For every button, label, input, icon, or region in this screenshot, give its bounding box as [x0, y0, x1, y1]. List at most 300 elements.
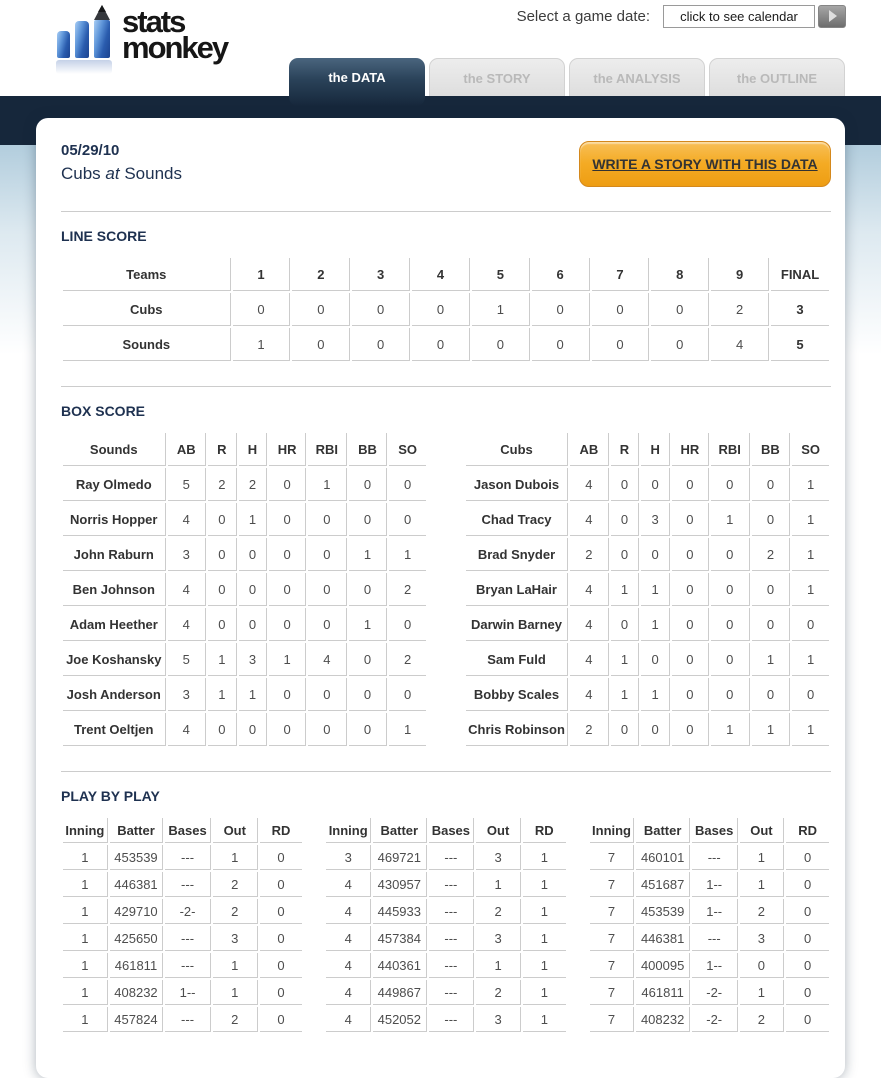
table-cell: 2 [752, 538, 791, 571]
matchup-title [61, 164, 182, 184]
table-cell: 408232 [110, 980, 163, 1005]
table-row [63, 293, 829, 326]
table-row [63, 608, 426, 641]
table-cell: 0 [641, 713, 670, 746]
page-background [0, 142, 881, 1027]
table-cell: 0 [786, 899, 829, 924]
table-row [326, 980, 565, 1005]
table-cell: 1 [63, 953, 108, 978]
table-cell: Adam Heether [63, 608, 166, 641]
column-header: Out [740, 818, 785, 843]
table-cell: Darwin Barney [466, 608, 568, 641]
table-cell: 4 [711, 328, 769, 361]
table-cell: 0 [239, 573, 268, 606]
table-cell: 1 [740, 872, 785, 897]
table-row [63, 713, 426, 746]
table-cell: 7 [590, 845, 635, 870]
calendar-input[interactable] [663, 5, 815, 28]
column-header: BB [349, 433, 388, 466]
table-cell: 0 [611, 468, 640, 501]
table-cell: 4 [326, 872, 371, 897]
table-cell: 0 [711, 468, 750, 501]
table-cell: 461811 [110, 953, 163, 978]
tab-the-story[interactable]: the STORY [429, 58, 565, 106]
table-cell: Sam Fuld [466, 643, 568, 676]
table-cell: 1 [752, 643, 791, 676]
table-cell: -2- [165, 899, 211, 924]
table-cell: 0 [752, 573, 791, 606]
logo-reflection [56, 60, 112, 74]
table-cell: Bobby Scales [466, 678, 568, 711]
column-header: SO [792, 433, 829, 466]
column-header: 3 [352, 258, 410, 291]
logo-wordmark [122, 4, 228, 74]
column-header: 6 [532, 258, 590, 291]
header-row [590, 818, 829, 843]
game-date-picker [517, 4, 846, 28]
table-row [590, 899, 829, 924]
table-row [63, 573, 426, 606]
table-cell: 0 [786, 1007, 829, 1032]
tab-the-outline[interactable]: the OUTLINE [709, 58, 845, 106]
table-cell: 0 [651, 293, 709, 326]
table-cell: 0 [711, 643, 750, 676]
column-header: FINAL [771, 258, 829, 291]
table-cell: 4 [168, 573, 207, 606]
line-score-title: LINE SCORE [61, 228, 147, 244]
table-cell: 0 [786, 926, 829, 951]
table-cell: --- [429, 953, 475, 978]
table-cell: 0 [641, 538, 670, 571]
table-cell: 1 [740, 980, 785, 1005]
column-header: AB [570, 433, 609, 466]
table-cell: 1 [349, 538, 388, 571]
table-cell: 0 [269, 608, 306, 641]
table-cell: 0 [269, 538, 306, 571]
table-cell: John Raburn [63, 538, 166, 571]
table-cell: 2 [208, 468, 237, 501]
table-row [63, 899, 302, 924]
table-cell: 0 [786, 953, 829, 978]
table-row [590, 1007, 829, 1032]
table-cell: 0 [752, 608, 791, 641]
table-cell: 0 [308, 573, 347, 606]
box-score-section [61, 403, 831, 748]
table-cell: 0 [592, 293, 650, 326]
table-cell: 1 [611, 678, 640, 711]
column-header: Bases [429, 818, 475, 843]
table-cell: 2 [740, 899, 785, 924]
table-cell: 1 [523, 899, 566, 924]
table-cell: 0 [672, 538, 709, 571]
arrow-right-icon [829, 10, 837, 22]
table-cell: 4 [570, 678, 609, 711]
table-cell: --- [429, 1007, 475, 1032]
play-by-play-table-1 [61, 816, 304, 1034]
table-cell: 1 [792, 538, 829, 571]
table-cell: 1 [752, 713, 791, 746]
play-by-play-section [61, 788, 831, 1034]
column-header: Sounds [63, 433, 166, 466]
table-cell: 1 [213, 980, 258, 1005]
table-row [326, 1007, 565, 1032]
table-cell: 0 [472, 328, 530, 361]
box-score-cubs-table [464, 431, 831, 748]
table-cell: 0 [292, 293, 350, 326]
column-header: RD [786, 818, 829, 843]
table-cell: 4 [168, 713, 207, 746]
table-cell: 1 [239, 678, 268, 711]
table-row [590, 980, 829, 1005]
table-cell: 0 [308, 538, 347, 571]
table-cell: 1 [349, 608, 388, 641]
table-cell: 4 [326, 953, 371, 978]
table-cell: 0 [208, 713, 237, 746]
content-card [36, 118, 845, 1078]
table-cell: 446381 [636, 926, 689, 951]
logo-bar-small [57, 31, 70, 58]
table-cell: 0 [672, 608, 709, 641]
table-cell: 440361 [373, 953, 426, 978]
table-cell: 0 [269, 468, 306, 501]
table-cell: 1 [792, 713, 829, 746]
table-row [590, 953, 829, 978]
bar-chart-pencil-icon [56, 2, 114, 74]
table-cell: 0 [672, 713, 709, 746]
table-cell: 0 [792, 678, 829, 711]
table-cell: 0 [740, 953, 785, 978]
table-cell: 7 [590, 1007, 635, 1032]
table-cell: 0 [208, 503, 237, 536]
column-header: 1 [233, 258, 291, 291]
table-cell: --- [165, 953, 211, 978]
table-cell: 452052 [373, 1007, 426, 1032]
table-cell: 400095 [636, 953, 689, 978]
table-cell: 2 [570, 538, 609, 571]
table-cell: --- [429, 926, 475, 951]
table-cell: 2 [740, 1007, 785, 1032]
column-header: Batter [110, 818, 163, 843]
table-cell: 2 [213, 872, 258, 897]
table-cell: 0 [752, 468, 791, 501]
table-row [63, 328, 829, 361]
table-cell: 2 [213, 899, 258, 924]
table-cell: -2- [692, 980, 738, 1005]
table-cell: 2 [389, 573, 426, 606]
table-cell: 0 [711, 608, 750, 641]
table-cell: 0 [352, 328, 410, 361]
pencil-icon [94, 5, 110, 58]
table-cell: 425650 [110, 926, 163, 951]
box-score-title: BOX SCORE [61, 403, 146, 419]
table-cell: 408232 [636, 1007, 689, 1032]
table-cell: 4 [570, 468, 609, 501]
table-cell: 1 [213, 845, 258, 870]
table-cell: 0 [260, 872, 303, 897]
table-cell: --- [429, 872, 475, 897]
table-cell: 1 [208, 643, 237, 676]
table-cell: 1 [792, 643, 829, 676]
table-row [466, 713, 829, 746]
table-cell: 446381 [110, 872, 163, 897]
table-cell: 5 [168, 468, 207, 501]
header-row [63, 433, 426, 466]
table-cell: -2- [692, 1007, 738, 1032]
table-cell: 1 [611, 643, 640, 676]
column-header: Batter [373, 818, 426, 843]
table-cell: 0 [269, 713, 306, 746]
table-cell: 4 [168, 503, 207, 536]
tab-the-data[interactable]: the DATA [289, 58, 425, 106]
table-row [466, 608, 829, 641]
table-cell: 0 [532, 293, 590, 326]
table-cell: 2 [476, 980, 521, 1005]
table-cell: 1-- [692, 953, 738, 978]
top-header [0, 0, 881, 96]
table-cell: 1 [523, 980, 566, 1005]
table-cell: 1 [63, 926, 108, 951]
header-row [63, 818, 302, 843]
table-row [326, 926, 565, 951]
table-cell: 0 [711, 678, 750, 711]
table-cell: 0 [532, 328, 590, 361]
table-cell: 1 [711, 713, 750, 746]
column-header: Inning [63, 818, 108, 843]
table-cell: --- [429, 845, 475, 870]
table-cell: 2 [213, 1007, 258, 1032]
column-header: 4 [412, 258, 470, 291]
table-row [63, 980, 302, 1005]
table-cell: 445933 [373, 899, 426, 924]
table-cell: 4 [570, 503, 609, 536]
column-header: RD [523, 818, 566, 843]
table-cell: 0 [208, 573, 237, 606]
table-cell: 0 [389, 468, 426, 501]
table-row [466, 468, 829, 501]
table-cell: 0 [308, 503, 347, 536]
table-cell: 0 [412, 293, 470, 326]
table-cell: 449867 [373, 980, 426, 1005]
column-header: Cubs [466, 433, 568, 466]
table-cell: 0 [349, 678, 388, 711]
table-row [590, 845, 829, 870]
table-cell: Cubs [63, 293, 231, 326]
table-cell: 0 [672, 468, 709, 501]
line-score-table [61, 256, 831, 363]
table-row [63, 1007, 302, 1032]
table-row [466, 643, 829, 676]
table-cell: 4 [308, 643, 347, 676]
table-cell: 0 [792, 608, 829, 641]
table-row [63, 538, 426, 571]
table-cell: 1 [641, 678, 670, 711]
divider [61, 211, 831, 212]
table-cell: 457824 [110, 1007, 163, 1032]
table-cell: 1 [269, 643, 306, 676]
column-header: Teams [63, 258, 231, 291]
table-cell: 4 [326, 980, 371, 1005]
table-cell: 0 [651, 328, 709, 361]
table-cell: 1 [523, 872, 566, 897]
header-row [326, 818, 565, 843]
table-cell: 0 [672, 678, 709, 711]
table-cell: 0 [711, 573, 750, 606]
column-header: RBI [308, 433, 347, 466]
table-cell: 0 [786, 845, 829, 870]
play-by-play-tables [61, 816, 831, 1034]
table-cell: 0 [239, 713, 268, 746]
table-cell: 0 [389, 608, 426, 641]
table-cell: 0 [260, 845, 303, 870]
table-row [63, 926, 302, 951]
table-cell: 0 [269, 678, 306, 711]
column-header: SO [389, 433, 426, 466]
table-cell: 1 [213, 953, 258, 978]
table-cell: 1-- [692, 872, 738, 897]
table-cell: 0 [269, 573, 306, 606]
column-header: Bases [692, 818, 738, 843]
table-cell: 0 [592, 328, 650, 361]
table-cell: 1 [476, 872, 521, 897]
table-cell: 1 [63, 980, 108, 1005]
play-by-play-title: PLAY BY PLAY [61, 788, 160, 804]
table-cell: Josh Anderson [63, 678, 166, 711]
logo-word-monkey: monkey [122, 30, 228, 65]
table-row [466, 538, 829, 571]
table-cell: 0 [260, 1007, 303, 1032]
column-header: HR [672, 433, 709, 466]
column-header: 8 [651, 258, 709, 291]
table-cell: 0 [672, 503, 709, 536]
table-cell: 7 [590, 980, 635, 1005]
table-cell: 0 [412, 328, 470, 361]
table-cell: 0 [786, 980, 829, 1005]
table-row [466, 678, 829, 711]
table-cell: 0 [269, 503, 306, 536]
table-cell: 3 [771, 293, 829, 326]
matchup-connector: at [105, 164, 120, 183]
column-header: Inning [326, 818, 371, 843]
table-cell: 1 [792, 573, 829, 606]
game-date: 05/29/10 [61, 142, 120, 159]
table-cell: 1 [472, 293, 530, 326]
table-cell: 0 [349, 503, 388, 536]
table-cell: --- [165, 872, 211, 897]
table-cell: --- [429, 980, 475, 1005]
table-cell: 5 [771, 328, 829, 361]
header-row [63, 258, 829, 291]
table-cell: 7 [590, 953, 635, 978]
column-header: RBI [711, 433, 750, 466]
table-cell: 0 [260, 953, 303, 978]
divider [61, 771, 831, 772]
tab-the-analysis[interactable]: the ANALYSIS [569, 58, 705, 106]
table-cell: Norris Hopper [63, 503, 166, 536]
table-cell: 0 [611, 713, 640, 746]
table-cell: 3 [326, 845, 371, 870]
play-by-play-table-2 [324, 816, 567, 1034]
table-cell: 2 [570, 713, 609, 746]
table-cell: 1 [389, 538, 426, 571]
table-cell: Trent Oeltjen [63, 713, 166, 746]
table-cell: 2 [239, 468, 268, 501]
table-cell: 1 [63, 872, 108, 897]
column-header: 9 [711, 258, 769, 291]
calendar-go-button[interactable] [818, 5, 846, 28]
table-cell: 469721 [373, 845, 426, 870]
away-team: Cubs [61, 164, 101, 183]
column-header: H [239, 433, 268, 466]
date-picker-label: Select a game date: [516, 7, 650, 25]
table-row [590, 926, 829, 951]
column-header: Out [213, 818, 258, 843]
stats-monkey-logo[interactable] [56, 2, 227, 74]
table-cell: 3 [476, 926, 521, 951]
column-header: Bases [165, 818, 211, 843]
table-cell: 0 [352, 293, 410, 326]
table-cell: 4 [570, 643, 609, 676]
table-cell: 2 [711, 293, 769, 326]
table-cell: 1-- [165, 980, 211, 1005]
table-row [63, 845, 302, 870]
line-score-section [61, 228, 831, 363]
table-cell: 1 [523, 953, 566, 978]
write-story-button[interactable]: WRITE A STORY WITH THIS DATA [579, 141, 831, 187]
table-cell: 0 [208, 608, 237, 641]
table-cell: 460101 [636, 845, 689, 870]
table-cell: 0 [752, 503, 791, 536]
column-header: H [641, 433, 670, 466]
table-cell: 1 [523, 926, 566, 951]
table-row [326, 872, 565, 897]
table-cell: 0 [308, 678, 347, 711]
table-cell: 429710 [110, 899, 163, 924]
table-cell: 2 [389, 643, 426, 676]
column-header: R [611, 433, 640, 466]
table-cell: 3 [476, 845, 521, 870]
table-cell: 0 [672, 643, 709, 676]
table-cell: 1 [476, 953, 521, 978]
table-row [63, 643, 426, 676]
table-cell: 1 [233, 328, 291, 361]
box-score-tables [61, 431, 831, 748]
table-row [590, 872, 829, 897]
play-by-play-table-3 [588, 816, 831, 1034]
table-cell: 3 [213, 926, 258, 951]
table-cell: 0 [292, 328, 350, 361]
table-cell: 1 [308, 468, 347, 501]
table-cell: 1 [239, 503, 268, 536]
table-cell: 0 [611, 538, 640, 571]
table-cell: 0 [641, 643, 670, 676]
column-header: BB [752, 433, 791, 466]
table-cell: 1 [523, 1007, 566, 1032]
table-cell: Joe Koshansky [63, 643, 166, 676]
table-cell: 1 [523, 845, 566, 870]
box-score-sounds-table [61, 431, 428, 748]
column-header: Batter [636, 818, 689, 843]
table-cell: 0 [260, 926, 303, 951]
column-header: HR [269, 433, 306, 466]
table-cell: --- [692, 845, 738, 870]
table-row [63, 468, 426, 501]
table-row [63, 872, 302, 897]
table-cell: 1 [740, 845, 785, 870]
table-cell: 4 [570, 608, 609, 641]
column-header: 5 [472, 258, 530, 291]
column-header: Out [476, 818, 521, 843]
table-cell: 5 [168, 643, 207, 676]
